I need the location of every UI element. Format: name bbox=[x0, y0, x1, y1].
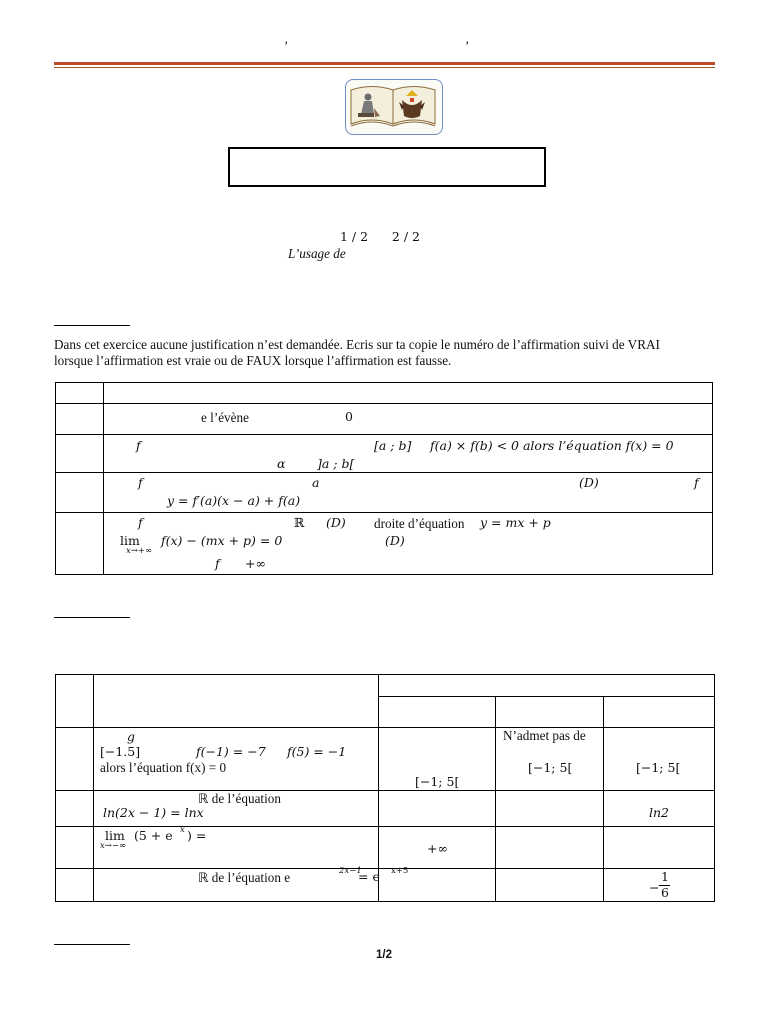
table-row bbox=[56, 513, 713, 575]
question-4-answer-denominator: 6 bbox=[661, 885, 669, 900]
affirmation-3-tangent: y = f′(a)(x − a) + f(a) bbox=[167, 493, 301, 508]
affirmation-2-alpha: α bbox=[277, 456, 286, 471]
affirmation-4-reals: ℝ bbox=[294, 515, 305, 530]
question-4-text: ℝ de l’équation e bbox=[198, 870, 291, 885]
table-cell-number bbox=[56, 473, 104, 513]
table-row bbox=[56, 827, 715, 869]
table-cell-answer-c bbox=[604, 697, 715, 728]
question-1-answer-c: [−1; 5[ bbox=[636, 760, 681, 775]
table-cell-question bbox=[94, 675, 379, 728]
question-1-answer-b-interval: [−1; 5[ bbox=[528, 760, 573, 775]
question-1-text: alors l’équation f(x) = 0 bbox=[100, 760, 227, 775]
exercise1-table bbox=[55, 382, 713, 575]
table-cell-number bbox=[56, 383, 104, 404]
question-3-exp-power: x bbox=[180, 825, 185, 835]
table-cell-question bbox=[94, 791, 379, 827]
table-cell-statement bbox=[104, 473, 713, 513]
question-4-power-a: 2x−1 bbox=[339, 866, 362, 876]
table-row bbox=[56, 728, 715, 791]
table-cell-number bbox=[56, 404, 104, 435]
question-4-answer-numerator: 1 bbox=[661, 869, 669, 884]
question-2-answer-c: ln2 bbox=[649, 805, 670, 820]
table-cell-number bbox=[56, 869, 94, 902]
affirmation-3-function-right: f bbox=[694, 475, 699, 490]
usage-label: L’usage de bbox=[288, 246, 346, 261]
question-3-lim-sub: x→−∞ bbox=[100, 841, 127, 851]
affirmation-4-lim-sub: x→+∞ bbox=[126, 546, 153, 556]
table-cell-question bbox=[94, 827, 379, 869]
affirmation-4-text: droite d’équation bbox=[374, 516, 465, 531]
table-cell-question bbox=[94, 728, 379, 791]
table-cell-answer-a bbox=[379, 728, 496, 791]
table-cell-answer-b bbox=[496, 791, 604, 827]
header-mark-right: ’ bbox=[465, 38, 470, 53]
table-cell-question bbox=[94, 866, 409, 902]
affirmation-4-asymptote: (D) bbox=[385, 533, 405, 548]
exercise2-table bbox=[55, 674, 715, 902]
table-cell-answer-c bbox=[604, 791, 715, 827]
table-cell-statement bbox=[104, 404, 713, 435]
table-cell-answer-c bbox=[604, 728, 715, 791]
affirmation-3-point: a bbox=[312, 475, 320, 490]
affirmation-4-limit-expr: f(x) − (mx + p) = 0 bbox=[161, 533, 283, 548]
question-1-function: g bbox=[127, 729, 136, 744]
affirmation-4-lim: lim bbox=[120, 533, 140, 548]
affirmation-4-infinity: +∞ bbox=[245, 556, 266, 571]
table-cell-answers-header bbox=[379, 675, 715, 697]
affirmation-1-text: e l’évène bbox=[201, 410, 249, 425]
question-1-answer-a: [−1; 5[ bbox=[415, 774, 460, 789]
exercise1-heading-underline bbox=[54, 325, 130, 326]
affirmation-4-function-bottom: f bbox=[215, 556, 220, 571]
header-mark-left: ’ bbox=[284, 38, 289, 53]
affirmation-4-equation: y = mx + p bbox=[480, 515, 551, 530]
title-box bbox=[228, 147, 546, 187]
exercise1-instructions-line2: lorsque l’affirmation est vraie ou de FAUX lorsque l’affirmation est fausse. bbox=[54, 353, 452, 368]
table-cell-answer-c bbox=[604, 827, 715, 869]
table-cell-answer-a bbox=[379, 791, 496, 827]
question-2-text: ℝ de l’équation bbox=[198, 791, 281, 806]
question-3-answer-a: +∞ bbox=[427, 841, 448, 856]
table-cell-statement bbox=[104, 513, 713, 575]
exercise2-heading-underline bbox=[54, 617, 130, 618]
affirmation-4-function: f bbox=[138, 515, 143, 530]
table-cell-number bbox=[56, 791, 94, 827]
page-number: 1/2 bbox=[376, 949, 392, 961]
table-cell-answer-b bbox=[496, 827, 604, 869]
question-4-power-b: x+5 bbox=[391, 866, 409, 876]
table-row bbox=[56, 473, 713, 513]
table-cell-number bbox=[56, 728, 94, 791]
question-1-value-a: f(−1) = −7 bbox=[196, 744, 266, 759]
table-cell-statement bbox=[104, 383, 713, 404]
table-cell-statement bbox=[104, 435, 713, 473]
table-row bbox=[56, 791, 715, 827]
table-row bbox=[56, 383, 713, 404]
affirmation-1-value: 0 bbox=[345, 409, 353, 424]
table-cell-answer-b bbox=[496, 869, 604, 902]
table-cell-answer-a bbox=[379, 827, 496, 869]
question-1-interval: [−1.5] bbox=[100, 744, 141, 759]
table-row bbox=[56, 675, 715, 697]
pages-label: 1 / 2 2 / 2 bbox=[340, 229, 420, 244]
affirmation-3-line: (D) bbox=[579, 475, 599, 490]
affirmation-4-line: (D) bbox=[326, 515, 346, 530]
table-cell-number bbox=[56, 513, 104, 575]
question-3-expr-end: ) = bbox=[187, 828, 207, 843]
header-rule-thin bbox=[54, 67, 715, 68]
question-2-equation: ln(2x − 1) = lnx bbox=[103, 805, 204, 820]
school-logo bbox=[345, 79, 443, 135]
table-cell-answer-b bbox=[496, 728, 604, 791]
affirmation-2-condition: f(a) × f(b) < 0 alors l’équation f(x) = 0 bbox=[430, 438, 674, 453]
table-cell-answer-c bbox=[604, 869, 715, 902]
table-cell-number bbox=[56, 827, 94, 869]
logo-book-icon bbox=[346, 80, 441, 133]
table-cell-number bbox=[56, 675, 94, 728]
footnote-rule bbox=[54, 944, 130, 945]
table-row bbox=[56, 404, 713, 435]
affirmation-2-function: f bbox=[136, 438, 141, 453]
table-cell-answer-a bbox=[379, 697, 496, 728]
question-1-value-b: f(5) = −1 bbox=[287, 744, 347, 759]
question-4-rhs: = e bbox=[358, 869, 380, 884]
question-3-lim: lim bbox=[105, 828, 125, 843]
question-4-answer-minus: − bbox=[649, 880, 660, 895]
question-3-expr: (5 + e bbox=[134, 828, 173, 843]
table-row bbox=[56, 435, 713, 473]
table-cell-answer-a bbox=[379, 869, 496, 902]
affirmation-2-open-interval: ]a ; b[ bbox=[317, 456, 355, 471]
table-cell-answer-b bbox=[496, 697, 604, 728]
affirmation-2-interval: [a ; b] bbox=[374, 438, 412, 453]
table-row bbox=[56, 869, 715, 902]
header-rule-thick bbox=[54, 62, 715, 65]
table-cell-number bbox=[56, 435, 104, 473]
affirmation-3-function: f bbox=[138, 475, 143, 490]
question-1-answer-b-text: N’admet pas de bbox=[503, 728, 586, 743]
exercise1-instructions-line1: Dans cet exercice aucune justification n’est demandée. Ecris sur ta copie le numéro de l’affirmation suivi de VRAI bbox=[54, 337, 660, 352]
